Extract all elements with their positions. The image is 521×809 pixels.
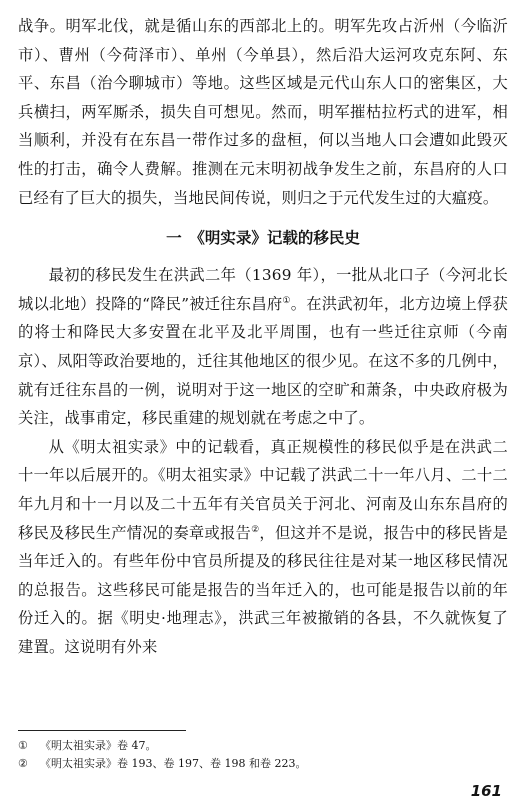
footnote-mark: ② [18,757,28,770]
paragraph-text: 从《明太祖实录》中的记载看，真正规模性的移民似乎是在洪武二十一年以后展开的。《明太祖实录》中记载了洪武二十一年八月、二十二年九月和十一月以及二十五年有关官员关于河北、河南及山东东昌府的移民及移民生产情况的奏章或报告 [18,437,508,542]
book-page [18,12,508,802]
section-heading: 一 《明实录》记载的移民史 [166,229,360,248]
paragraph-text: 战争。明军北伐，就是循山东的西部北上的。明军先攻占沂州（今临沂市）、曹州（今荷泽市）、单州（今单县），然后沿大运河攻克东阿、东平、东昌（治今聊城市）等地。这些区域是元代山东人口的密集区，大兵横扫，两军厮杀，损失自可想见。然而，明军摧枯拉朽式的进军，相当顺利，并没有在东昌一带作过多的盘桓，何以当地人口会遭如此毁灭性的打击，确令人费解。推测在元末明初战争发生之前，东昌府的人口已经有了巨大的损失，当地民间传说，则归之于元代发生过的大瘟疫。 [18,17,508,207]
footnote-reference-1[interactable]: ① [282,295,291,306]
footnote-divider [18,730,186,731]
page-number: 161 [470,782,502,800]
footnote-2 [18,755,508,773]
paragraph-large-scale-migration [18,433,508,662]
paragraph-war-losses [18,12,508,212]
paragraph-text: 。在洪武初年，北方边境上俘获的将士和降民大多安置在北平及北平周围，也有一些迁往京师（今南京）、凤阳等政治要地的，迁往其他地区的很少见。在这不多的几例中，就有迁往东昌的一例，说明对于这一地区的空旷和萧条，中央政府极为关注，战事甫定，移民重建的规划就在考虑之中了。 [18,294,508,428]
footnote-mark: ① [18,739,28,752]
footnote-reference-2[interactable]: ② [251,524,260,535]
paragraph-text: 最初的移民发生在洪武二年（1369 年），一批从北口子（今河北长城以北地）投降的“降民”被迁往东昌府 [18,266,508,313]
paragraph-first-migration [18,261,508,433]
footnote-text: 《明太祖实录》卷 47。 [40,739,157,752]
footnotes [18,730,508,773]
paragraph-text: ，但这并不是说，报告中的移民皆是当年迁入的。有些年份中官员所提及的移民往往是对某一地区移民情况的总报告。这些移民可能是报告的当年迁入的，也可能是报告以前的年份迁入的。据《明史·地理志》，洪武三年被撤销的各县，不久就恢复了建置。这说明有外来 [18,523,508,656]
footnote-1 [18,737,508,755]
footnote-text: 《明太祖实录》卷 193、卷 197、卷 198 和卷 223。 [40,757,307,770]
